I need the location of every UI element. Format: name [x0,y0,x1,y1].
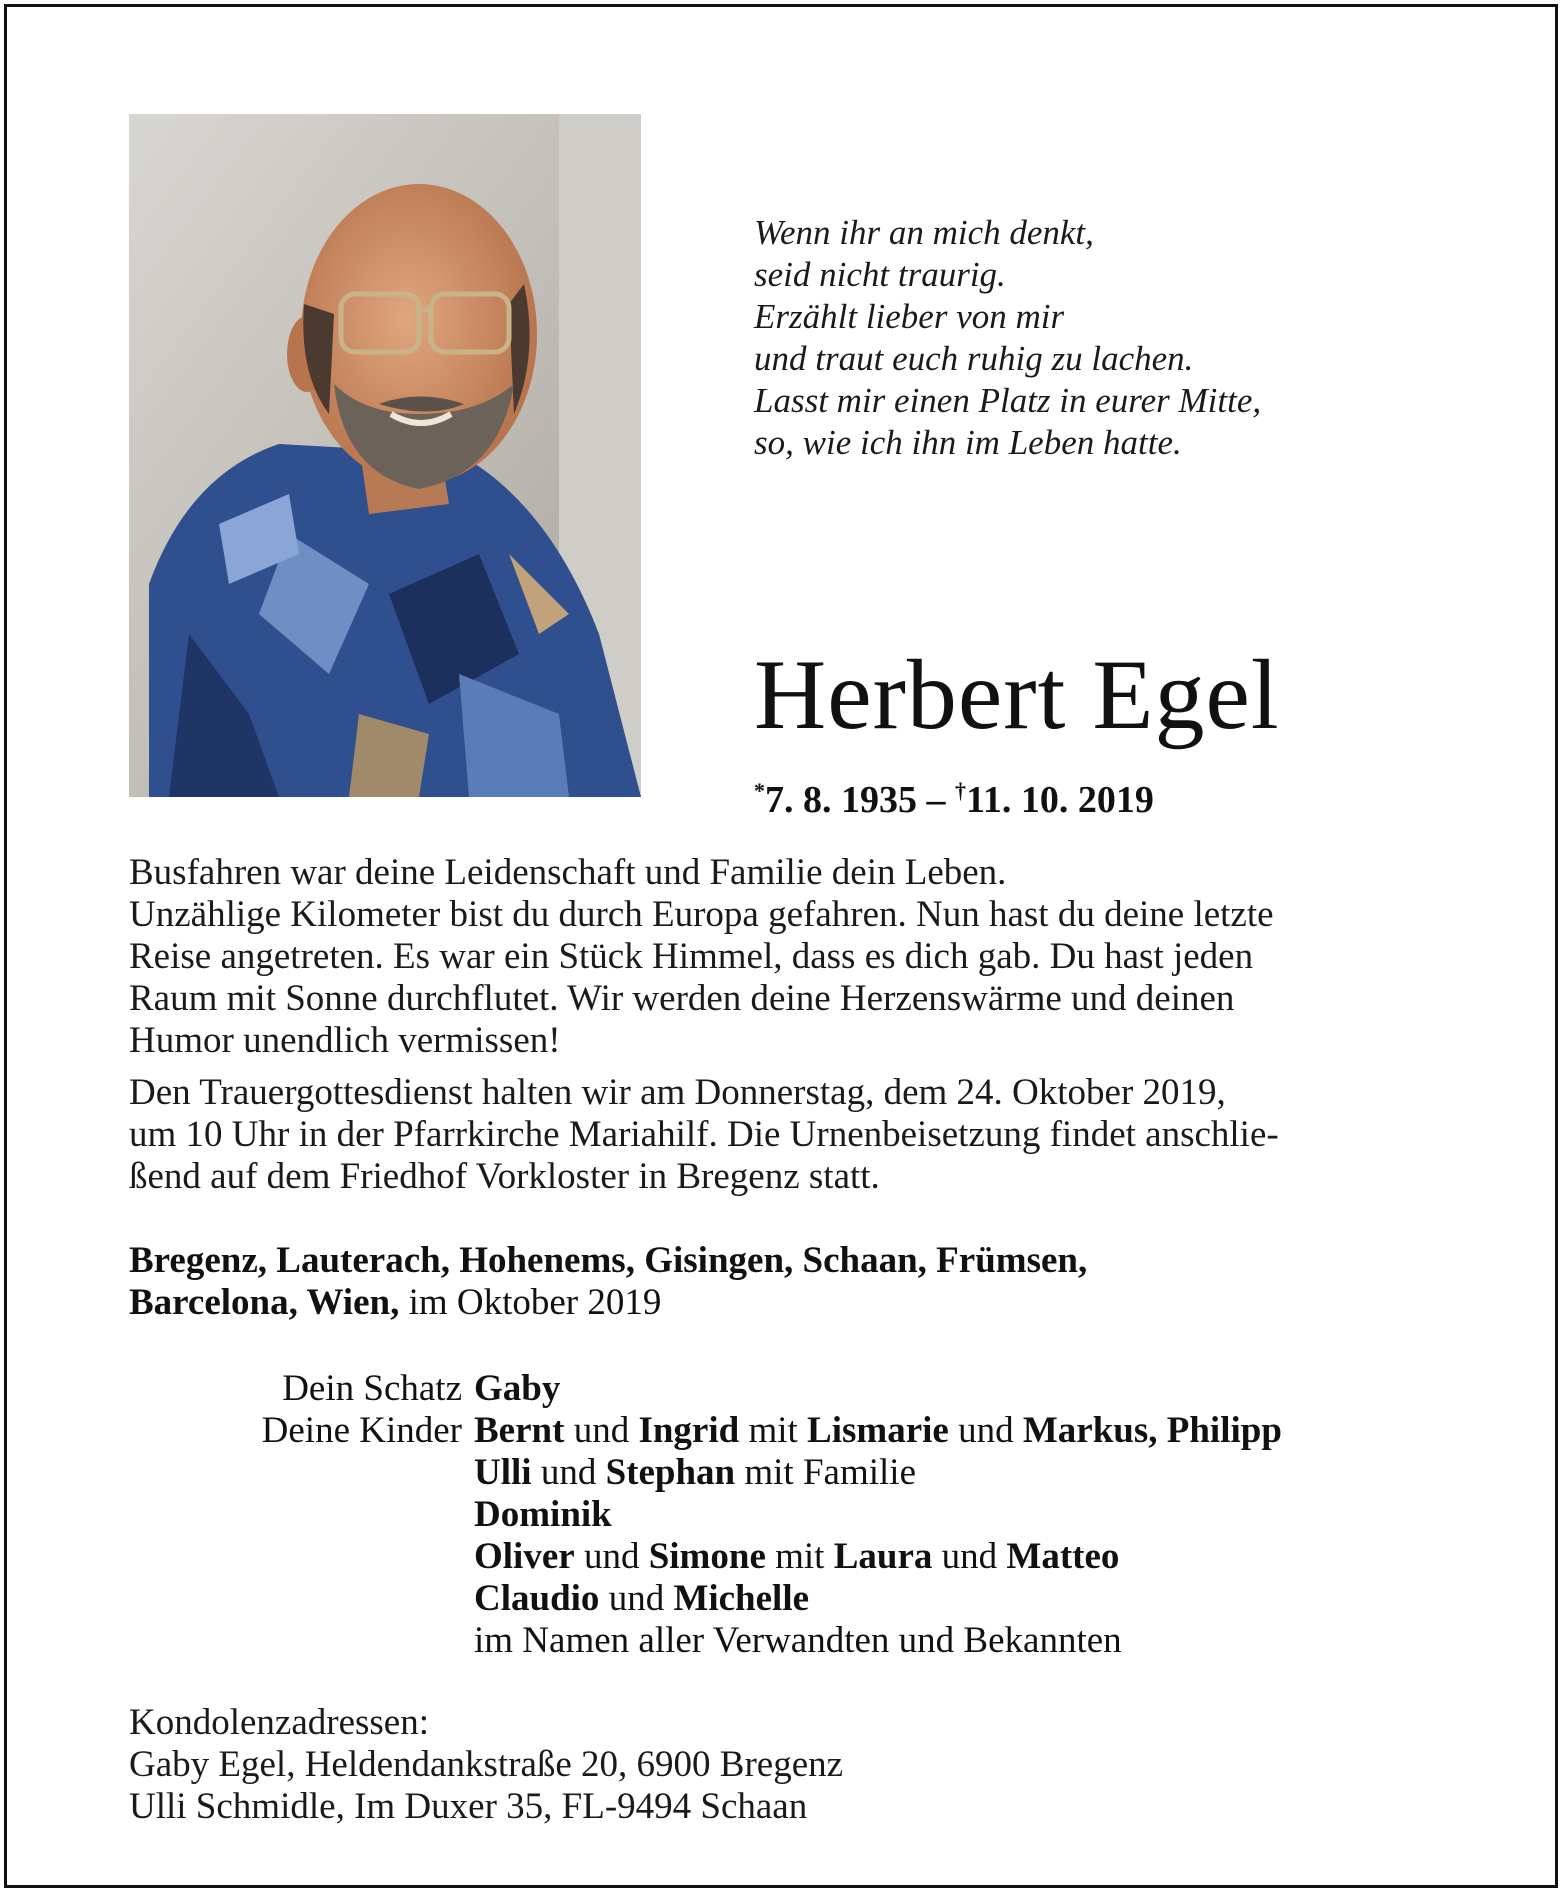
family-name: Lismarie [807,1410,949,1451]
service-line: Den Trauergottesdienst halten wir am Donnerstag, dem 24. Oktober 2019, [129,1072,1226,1113]
family-name: Stephan [605,1452,736,1493]
family-name: Michelle [673,1578,810,1619]
family-row-kinder [129,1410,1439,1452]
places-date-line [129,1282,1439,1324]
portrait-illustration [129,114,641,797]
tribute-line: Raum mit Sonne durchflutet. Wir werden deine Herzenswärme und deinen [129,978,1235,1019]
connector: und [564,1410,639,1451]
family-name: Markus, Philipp [1022,1410,1282,1451]
portrait-photo [129,114,641,797]
family-name: Claudio [474,1578,600,1619]
family-name: Bernt [474,1410,565,1451]
service-paragraph [129,1072,1439,1198]
poem-line: und traut euch ruhig zu lachen. [754,339,1194,378]
family-row [129,1452,1439,1494]
poem-line: Wenn ihr an mich denkt, [754,213,1094,252]
connector: und [574,1536,649,1577]
family-row [129,1578,1439,1620]
family-name: Ingrid [638,1410,740,1451]
family-row [129,1536,1439,1578]
service-line: ßend auf dem Friedhof Vorkloster in Bregenz statt. [129,1156,880,1197]
family-name: Matteo [1006,1536,1120,1577]
tribute-line: Humor unendlich vermissen! [129,1020,561,1061]
tribute-paragraph [129,852,1439,1062]
poem-line: seid nicht traurig. [754,255,1006,294]
poem [754,212,1434,464]
family-name: Oliver [474,1536,575,1577]
family-name: Simone [648,1536,766,1577]
kinder-label: Deine Kinder [261,1410,462,1451]
family-signatures [129,1368,1439,1662]
family-name: Laura [833,1536,933,1577]
tribute-text [129,852,1439,1208]
places-line: Bregenz, Lauterach, Hohenems, Gisingen, Schaan, Frümsen, [129,1240,1088,1281]
places-bold: Barcelona, Wien, [129,1282,400,1323]
condolence-address: Gaby Egel, Heldendankstraße 20, 6900 Bregenz [129,1744,844,1785]
deceased-name: Herbert Egel [754,639,1280,750]
tribute-line: Busfahren war deine Leidenschaft und Familie dein Leben. [129,852,1007,893]
family-row [129,1620,1439,1662]
schatz-label: Dein Schatz [282,1368,462,1409]
poem-line: Erzählt lieber von mir [754,297,1065,336]
service-line: um 10 Uhr in der Pfarrkirche Mariahilf. Die Urnenbeisetzung findet anschlie- [129,1114,1279,1155]
birth-symbol: * [754,778,765,803]
family-name: Ulli [474,1452,532,1493]
death-symbol: † [955,778,966,803]
family-row [129,1494,1439,1536]
death-date: 11. 10. 2019 [966,779,1154,821]
connector: und [599,1578,674,1619]
family-row-schatz [129,1368,1439,1410]
family-name: Dominik [474,1494,612,1535]
poem-line: so, wie ich ihn im Leben hatte. [754,423,1182,462]
connector: und [948,1410,1023,1451]
month-year: im Oktober 2019 [399,1282,662,1323]
connector: und [932,1536,1007,1577]
connector: und [531,1452,606,1493]
kinder-line [474,1410,1439,1452]
tribute-line: Unzählige Kilometer bist du durch Europa gefahren. Nun hast du deine letzte [129,894,1274,935]
connector: mit [765,1536,834,1577]
birth-date: 7. 8. 1935 [765,779,917,821]
schatz-name: Gaby [474,1368,561,1409]
connector: mit [739,1410,808,1451]
relatives-line: im Namen aller Verwandten und Bekannten [474,1620,1122,1661]
poem-line: Lasst mir einen Platz in eurer Mitte, [754,381,1262,420]
condolence-title: Kondolenzadressen: [129,1702,430,1743]
date-dash: – [926,779,946,821]
life-dates [754,768,1154,823]
places-and-date [129,1240,1439,1324]
tribute-line: Reise angetreten. Es war ein Stück Himmel, dass es dich gab. Du hast jeden [129,936,1254,977]
condolence-address: Ulli Schmidle, Im Duxer 35, FL-9494 Schaan [129,1786,808,1827]
condolence-addresses [129,1702,1439,1828]
connector: mit Familie [735,1452,917,1493]
